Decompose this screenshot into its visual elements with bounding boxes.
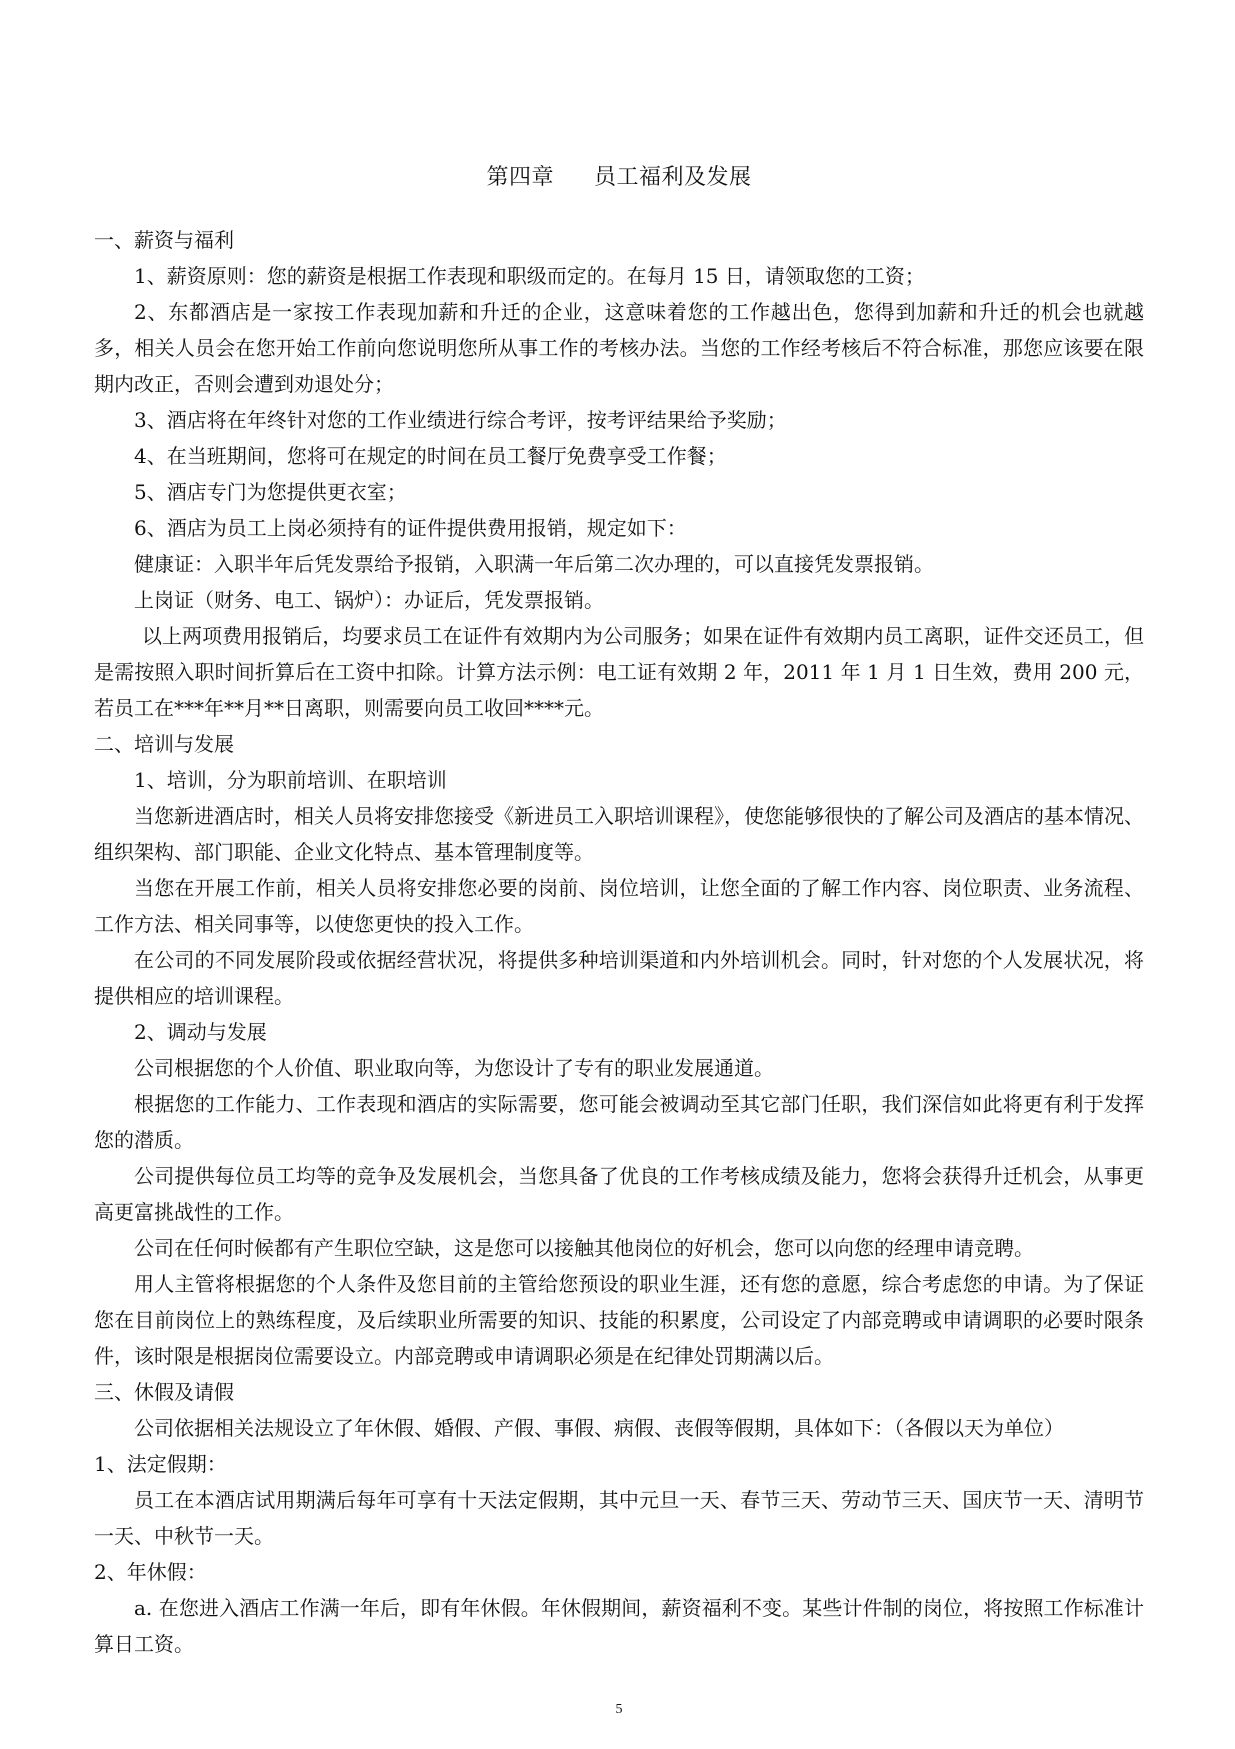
- paragraph: 2、调动与发展: [134, 1020, 267, 1044]
- paragraph: 4、在当班期间，您将可在规定的时间在员工餐厅免费享受工作餐；: [134, 444, 727, 468]
- paragraph: 3、酒店将在年终针对您的工作业绩进行综合考评，按考评结果给予奖励；: [134, 408, 787, 432]
- chapter-name: 员工福利及发展: [594, 165, 752, 190]
- document-body: [94, 222, 1144, 1662]
- paragraph: 以上两项费用报销后，均要求员工在证件有效期内为公司服务；如果在证件有效期内员工离职，证件交还员工，但是需按照入职时间折算后在工资中扣除。计算方法示例：电工证有效期 2 年，2011 年 1 月 1 日生效，费用 200 元，若员工在***年**月**日离职，则需要向员工收回****元。: [94, 624, 1144, 720]
- paragraph: 6、酒店为员工上岗必须持有的证件提供费用报销，规定如下：: [134, 516, 687, 540]
- paragraph: 当您新进酒店时，相关人员将安排您接受《新进员工入职培训课程》，使您能够很快的了解公司及酒店的基本情况、组织架构、部门职能、企业文化特点、基本管理制度等。: [94, 804, 1144, 864]
- paragraph: 公司在任何时候都有产生职位空缺，这是您可以接触其他岗位的好机会，您可以向您的经理申请竞聘。: [134, 1236, 1034, 1260]
- paragraph: 公司根据您的个人价值、职业取向等，为您设计了专有的职业发展通道。: [134, 1056, 774, 1080]
- section-heading-leave: 三、休假及请假: [94, 1380, 234, 1404]
- paragraph: 在公司的不同发展阶段或依据经营状况，将提供多种培训渠道和内外培训机会。同时，针对您的个人发展状况，将提供相应的培训课程。: [94, 948, 1144, 1008]
- section-heading-salary: 一、薪资与福利: [94, 228, 234, 252]
- page-number: 5: [615, 1702, 623, 1717]
- paragraph: 当您在开展工作前，相关人员将安排您必要的岗前、岗位培训，让您全面的了解工作内容、岗位职责、业务流程、工作方法、相关同事等，以使您更快的投入工作。: [94, 876, 1144, 936]
- paragraph: 5、酒店专门为您提供更衣室；: [134, 480, 407, 504]
- document-page: [94, 0, 1144, 1749]
- paragraph: 根据您的工作能力、工作表现和酒店的实际需要，您可能会被调动至其它部门任职，我们深信如此将更有利于发挥您的潜质。: [94, 1092, 1144, 1152]
- paragraph: a. 在您进入酒店工作满一年后，即有年休假。年休假期间，薪资福利不变。某些计件制的岗位，将按照工作标准计算日工资。: [94, 1596, 1144, 1656]
- subsection-heading: 1、法定假期：: [94, 1452, 227, 1476]
- paragraph: 1、培训，分为职前培训、在职培训: [134, 768, 447, 792]
- paragraph: 1、薪资原则：您的薪资是根据工作表现和职级而定的。在每月 15 日，请领取您的工资；: [134, 264, 925, 288]
- paragraph: 健康证：入职半年后凭发票给予报销，入职满一年后第二次办理的，可以直接凭发票报销。: [134, 552, 934, 576]
- paragraph: 员工在本酒店试用期满后每年可享有十天法定假期，其中元旦一天、春节三天、劳动节三天、国庆节一天、清明节一天、中秋节一天。: [94, 1488, 1144, 1548]
- subsection-heading: 2、年休假：: [94, 1560, 207, 1584]
- paragraph: 公司依据相关法规设立了年休假、婚假、产假、事假、病假、丧假等假期，具体如下：（各假以天为单位）: [134, 1416, 1064, 1440]
- paragraph: 公司提供每位员工均等的竞争及发展机会，当您具备了优良的工作考核成绩及能力，您将会获得升迁机会，从事更高更富挑战性的工作。: [94, 1164, 1144, 1224]
- paragraph: 2、东都酒店是一家按工作表现加薪和升迁的企业，这意味着您的工作越出色，您得到加薪和升迁的机会也就越多，相关人员会在您开始工作前向您说明您所从事工作的考核办法。当您的工作经考核后不符合标准，那您应该要在限期内改正，否则会遭到劝退处分；: [94, 300, 1144, 396]
- paragraph: 用人主管将根据您的个人条件及您目前的主管给您预设的职业生涯，还有您的意愿，综合考虑您的申请。为了保证您在目前岗位上的熟练程度，及后续职业所需要的知识、技能的积累度，公司设定了内部竞聘或申请调职的必要时限条件，该时限是根据岗位需要设立。内部竞聘或申请调职必须是在纪律处罚期满以后。: [94, 1272, 1144, 1368]
- section-heading-training: 二、培训与发展: [94, 732, 234, 756]
- paragraph: 上岗证（财务、电工、锅炉）：办证后，凭发票报销。: [134, 588, 604, 612]
- chapter-title: [94, 160, 1144, 191]
- chapter-number: 第四章: [486, 165, 554, 190]
